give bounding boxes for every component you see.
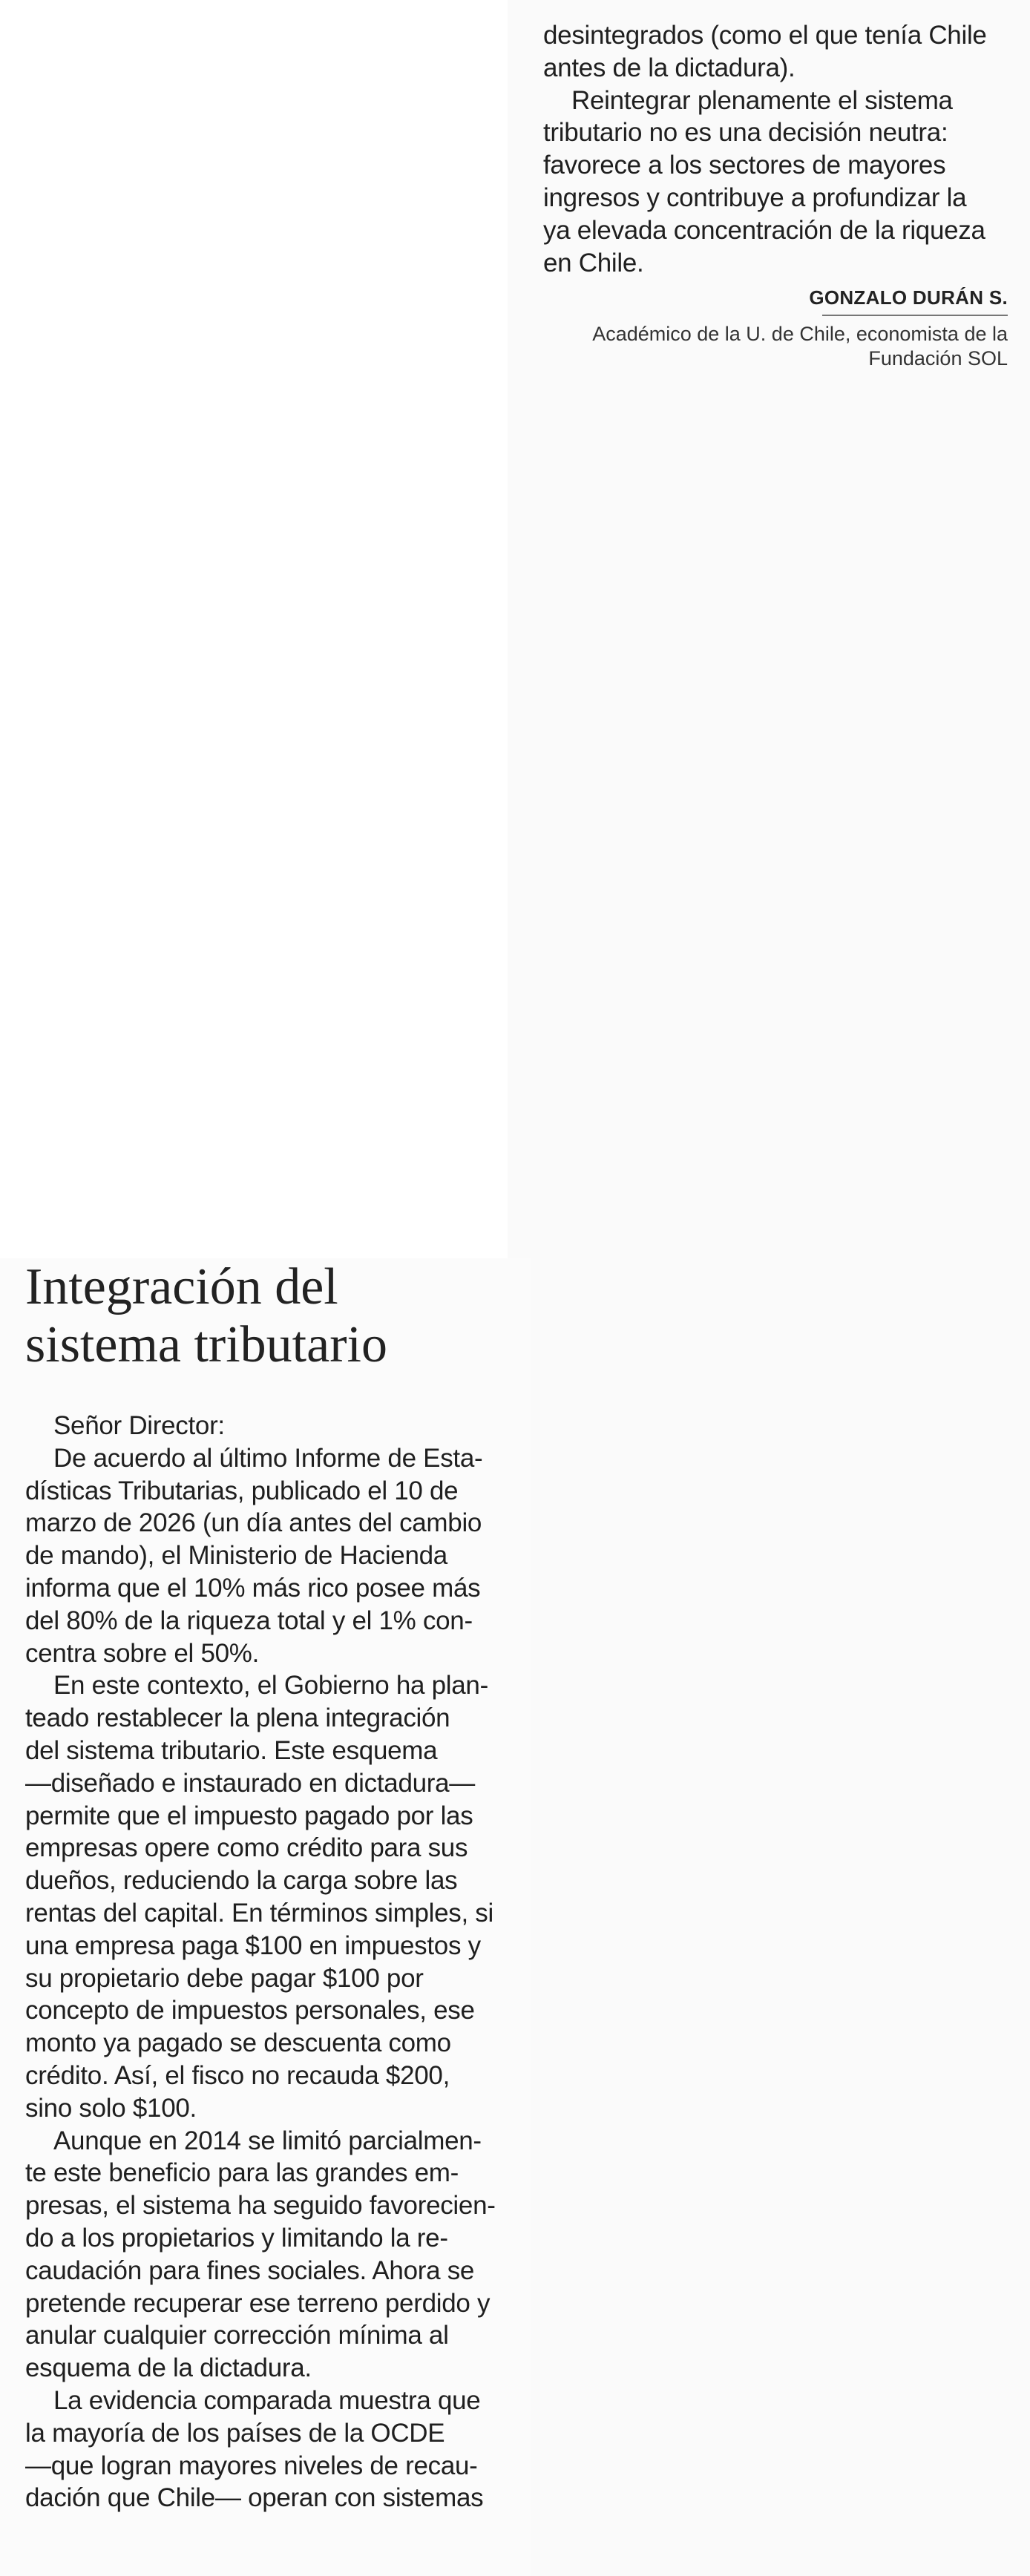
text-line: dísticas Tributarias, publicado el 10 de (25, 1476, 459, 1505)
signature-title-line: Fundación SOL (868, 347, 1008, 369)
signature-title (543, 322, 1008, 371)
text-line: esquema de la dictadura. (25, 2353, 312, 2383)
text-line: antes de la dictadura). (543, 53, 796, 82)
text-line: informa que el 10% más rico posee más (25, 1573, 481, 1603)
text-line: caudación para fines sociales. Ahora se (25, 2255, 475, 2285)
text-line: concepto de impuestos personales, ese (25, 1996, 475, 2025)
signature-title-line: Académico de la U. de Chile, economista de la (592, 323, 1008, 345)
text-line: del sistema tributario. Este esquema (25, 1735, 438, 1765)
text-line: centra sobre el 50%. (25, 1638, 260, 1668)
text-line: ya elevada concentración de la riqueza (543, 215, 985, 245)
right-column-background (508, 0, 1030, 2576)
text-line: do a los propietarios y limitando la re- (25, 2223, 448, 2253)
text-line: una empresa paga $100 en impuestos y (25, 1931, 481, 1960)
signature-name: GONZALO DURÁN S. (809, 286, 1008, 309)
text-line: tributario no es una decisión neutra: (543, 118, 948, 148)
letter-tail-body (543, 19, 1011, 279)
text-line: —que logran mayores niveles de recau- (25, 2451, 478, 2480)
text-line: rentas del capital. En términos simples, si (25, 1898, 493, 1928)
text-line: la mayoría de los países de la OCDE (25, 2418, 445, 2448)
text-line: en Chile. (543, 248, 644, 277)
text-line: empresas opere como crédito para sus (25, 1833, 468, 1863)
text-line: En este contexto, el Gobierno ha plan- (53, 1671, 488, 1701)
text-line: —diseñado e instaurado en dictadura— (25, 1768, 475, 1798)
text-line: permite que el impuesto pagado por las (25, 1801, 473, 1830)
text-line: La evidencia comparada muestra que (53, 2385, 481, 2415)
signature-divider (822, 315, 1008, 316)
text-line: pretende recuperar ese terreno perdido y (25, 2288, 491, 2318)
text-line: anular cualquier corrección mínima al (25, 2321, 449, 2350)
salutation: Señor Director: (53, 1411, 225, 1440)
text-line: dueños, reduciendo la carga sobre las (25, 1866, 458, 1896)
headline-line: sistema tributario (25, 1316, 387, 1373)
letter-body (25, 1410, 500, 2514)
text-line: del 80% de la riqueza total y el 1% con- (25, 1606, 473, 1635)
text-line: monto ya pagado se descuenta como (25, 2028, 451, 2058)
text-line: dación que Chile— operan con sistemas (25, 2483, 484, 2513)
text-line: crédito. Así, el fisco no recauda $200, (25, 2060, 450, 2090)
text-line: teado restablecer la plena integración (25, 1703, 450, 1733)
text-line: favorece a los sectores de mayores (543, 151, 946, 180)
text-line: desintegrados (como el que tenía Chile (543, 21, 987, 50)
headline-line: Integración del (25, 1258, 338, 1315)
text-line: sino solo $100. (25, 2093, 197, 2123)
text-line: Aunque en 2014 se limitó parcialmen- (53, 2126, 482, 2155)
text-line: Reintegrar plenamente el sistema (571, 85, 953, 115)
letter-headline (25, 1258, 500, 1374)
text-line: de mando), el Ministerio de Hacienda (25, 1541, 447, 1571)
text-line: presas, el sistema ha seguido favorecien- (25, 2191, 496, 2221)
text-line: su propietario debe pagar $100 por (25, 1963, 424, 1993)
text-line: te este beneficio para las grandes em- (25, 2158, 459, 2188)
text-line: ingresos y contribuye a profundizar la (543, 183, 967, 212)
text-line: De acuerdo al último Informe de Esta- (53, 1443, 483, 1473)
text-line: marzo de 2026 (un día antes del cambio (25, 1508, 482, 1538)
